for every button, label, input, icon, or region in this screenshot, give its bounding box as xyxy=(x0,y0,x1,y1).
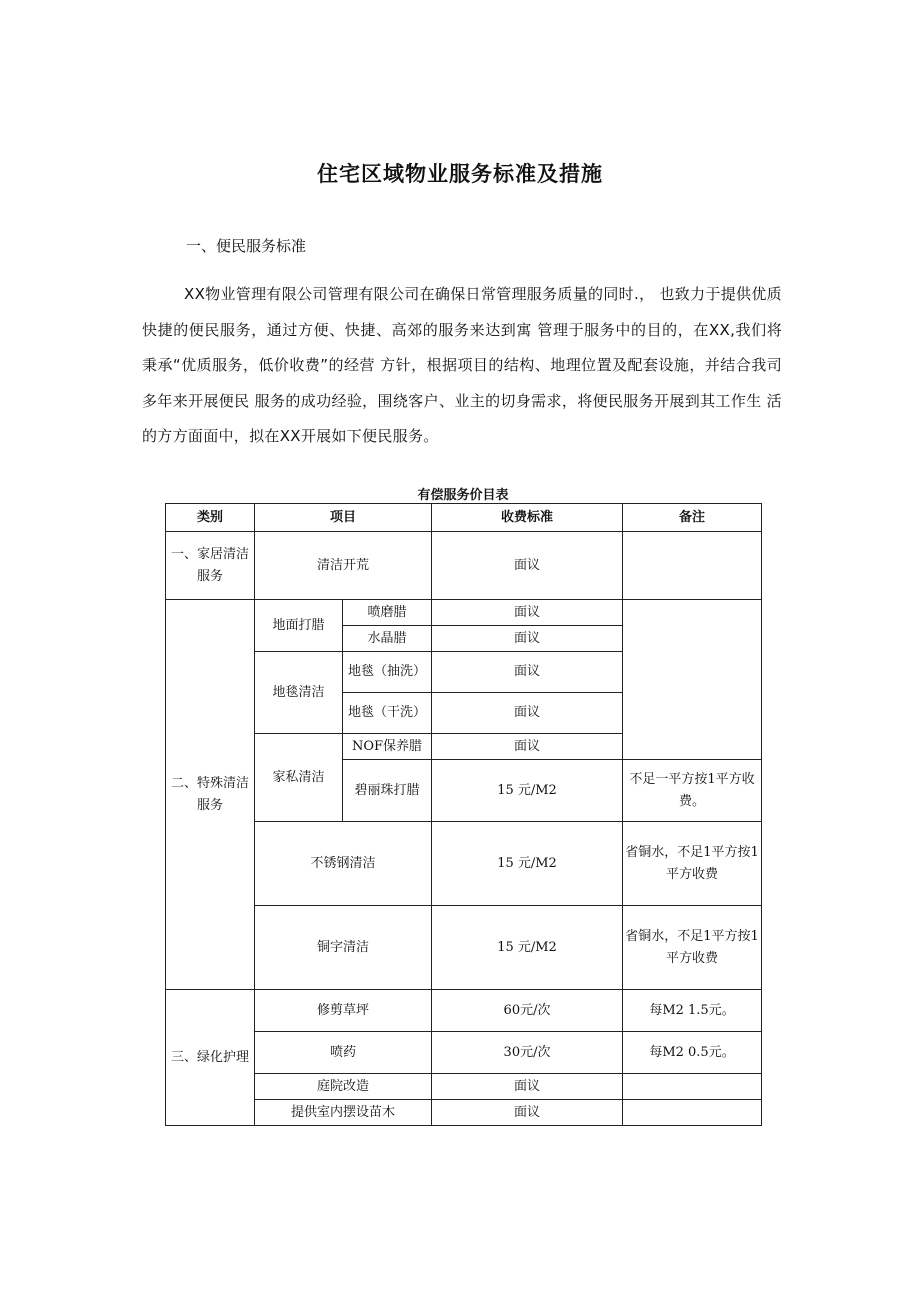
page-title: 住宅区域物业服务标准及措施 xyxy=(317,162,603,186)
subitem-cell: 水晶腊 xyxy=(343,626,432,652)
table-row xyxy=(166,1074,762,1100)
note-cell: 每M2 1.5元。 xyxy=(623,990,762,1032)
item-cell: 铜字清洁 xyxy=(255,906,432,990)
subitem-cell: 碧丽珠打腊 xyxy=(343,760,432,822)
item-cell: 庭院改造 xyxy=(255,1074,432,1100)
group-cell: 地面打腊 xyxy=(255,600,343,652)
fee-cell: 面议 xyxy=(432,693,623,734)
item-cell: 清洁开荒 xyxy=(255,532,432,600)
note-cell xyxy=(623,532,762,600)
fee-cell: 面议 xyxy=(432,532,623,600)
subitem-cell: 地毯（干洗） xyxy=(343,693,432,734)
table-row xyxy=(166,906,762,990)
note-cell: 省铜水，不足1平方按1平方收费 xyxy=(623,822,762,906)
item-cell: 喷药 xyxy=(255,1032,432,1074)
group-cell: 地毯清洁 xyxy=(255,652,343,734)
table-row xyxy=(166,1032,762,1074)
fee-cell: 15 元/M2 xyxy=(432,906,623,990)
category-cell: 三、绿化护理 xyxy=(166,990,255,1126)
subitem-cell: 地毯（抽洗） xyxy=(343,652,432,693)
table-header-row xyxy=(166,504,762,532)
header-item: 项目 xyxy=(255,504,432,532)
note-cell: 每M2 0.5元。 xyxy=(623,1032,762,1074)
note-cell xyxy=(623,600,762,760)
fee-cell: 30元/次 xyxy=(432,1032,623,1074)
intro-paragraph xyxy=(142,277,782,455)
note-cell: 省铜水，不足1平方按1平方收费 xyxy=(623,906,762,990)
fee-cell: 面议 xyxy=(432,626,623,652)
note-cell xyxy=(623,1074,762,1100)
table-title: 有偿服务价目表 xyxy=(417,488,509,503)
header-fee: 收费标准 xyxy=(432,504,623,532)
table-row xyxy=(166,600,762,626)
table-row xyxy=(166,822,762,906)
intro-paragraph-text: XX物业管理有限公司管理有限公司在确保日常管理服务质量的同时.， 也致力于提供优质快捷的便民服务，通过方便、快捷、高郊的服务来达到寓 管理于服务中的目的，在XX,我们将秉承“优质服务，低价收费”的经营 方针，根据项目的结构、地理位置及配套设施，并结合我司多年来开展便民 服务的成功经验，围绕客户、业主的切身需求，将便民服务开展到其工作生 活的方方面面中，拟在XX开展如下便民服务。 xyxy=(142,285,782,445)
subitem-cell: 喷磨腊 xyxy=(343,600,432,626)
fee-cell: 面议 xyxy=(432,1074,623,1100)
fee-cell: 面议 xyxy=(432,652,623,693)
fee-cell: 15 元/M2 xyxy=(432,760,623,822)
fee-cell: 15 元/M2 xyxy=(432,822,623,906)
fee-cell: 面议 xyxy=(432,1100,623,1126)
table-row xyxy=(166,1100,762,1126)
fee-cell: 面议 xyxy=(432,600,623,626)
group-cell: 家私清洁 xyxy=(255,734,343,822)
item-cell: 提供室内摆设苗木 xyxy=(255,1100,432,1126)
table-row xyxy=(166,990,762,1032)
fee-cell: 面议 xyxy=(432,734,623,760)
fee-cell: 60元/次 xyxy=(432,990,623,1032)
note-cell: 不足一平方按1平方收费。 xyxy=(623,760,762,822)
category-cell: 二、特殊清洁服务 xyxy=(166,600,255,990)
section-heading: 一、便民服务标准 xyxy=(186,237,307,255)
item-cell: 不锈钢清洁 xyxy=(255,822,432,906)
table-row xyxy=(166,532,762,600)
category-cell: 一、家居清洁服务 xyxy=(166,532,255,600)
price-table xyxy=(165,503,762,1126)
header-category: 类别 xyxy=(166,504,255,532)
item-cell: 修剪草坪 xyxy=(255,990,432,1032)
header-note: 备注 xyxy=(623,504,762,532)
subitem-cell: NOF保养腊 xyxy=(343,734,432,760)
note-cell xyxy=(623,1100,762,1126)
